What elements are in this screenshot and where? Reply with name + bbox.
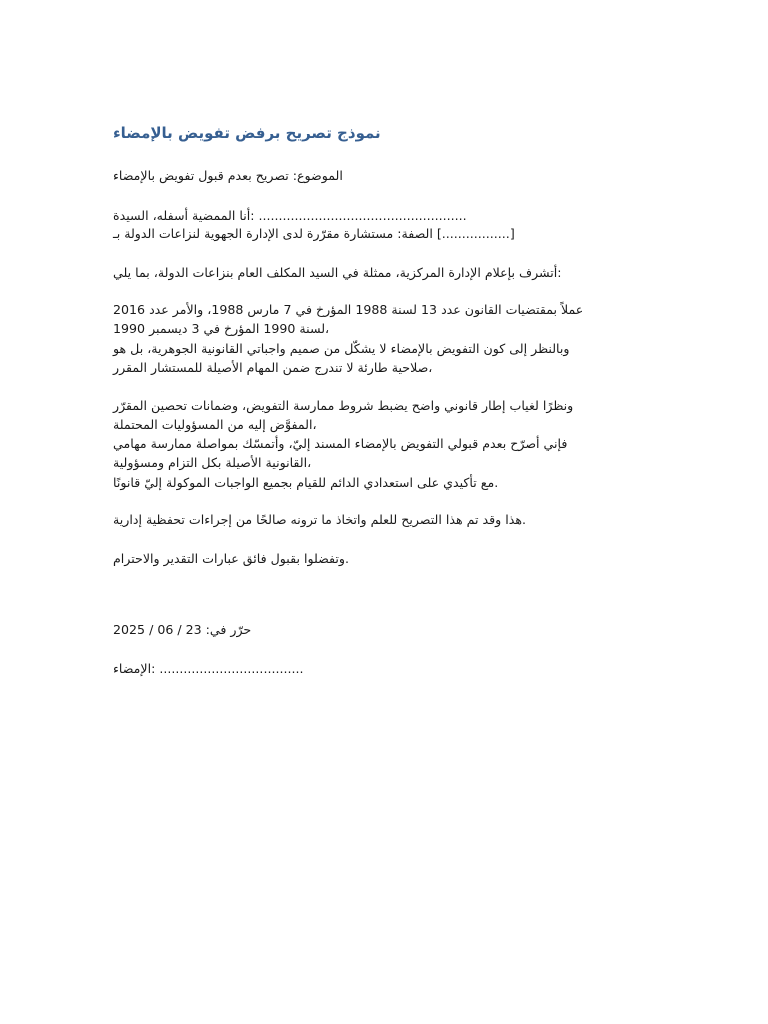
para1-line2: لسنة 1990 المؤرخ في 3 ديسمبر 1990، <box>113 321 330 336</box>
para1-line4: صلاحية طارئة لا تندرج ضمن المهام الأصيلة للمستشار المقرر، <box>113 360 433 375</box>
date-line: حرّر في: 23 / 06 / 2025 <box>113 622 252 637</box>
closing-line-1: هذا وقد تم هذا التصريح للعلم واتخاذ ما ترونه صالحًا من إجراءات تحفظية إدارية. <box>113 512 526 527</box>
para2-line3: فإني أصرّح بعدم قبولي التفويض بالإمضاء المسند إليّ، وأتمسّك بمواصلة ممارسة مهامي <box>113 436 568 451</box>
para1-line1: عملاً بمقتضيات القانون عدد 13 لسنة 1988 المؤرخ في 7 مارس 1988، والأمر عدد 2016 <box>113 302 584 317</box>
signature-line: الإمضاء: .................................... <box>113 661 304 676</box>
closing-line-2: وتفضلوا بقبول فائق عبارات التقدير والاحترام. <box>113 551 350 566</box>
para1-line3: وبالنظر إلى كون التفويض بالإمضاء لا يشكّل من صميم واجباتي القانونية الجوهرية، بل هو <box>113 341 570 356</box>
signatory-line: أنا الممضية أسفله، السيدة: .................................................... <box>113 208 467 223</box>
para2-line1: ونظرًا لغياب إطار قانوني واضح يضبط شروط ممارسة التفويض، وضمانات تحصين المقرّر <box>113 398 574 413</box>
document-title: نموذج تصريح برفض تفويض بالإمضاء <box>113 124 381 142</box>
para2-line5: مع تأكيدي على استعدادي الدائم للقيام بجميع الواجبات الموكولة إليّ قانونًا. <box>113 475 499 490</box>
para2-line2: المفوَّض إليه من المسؤوليات المحتملة، <box>113 417 317 432</box>
capacity-line: الصفة: مستشارة مقرّرة لدى الإدارة الجهوية لنزاعات الدولة بـ [.................] <box>113 226 515 241</box>
subject-line: الموضوع: تصريح بعدم قبول تفويض بالإمضاء <box>113 168 343 183</box>
intro-paragraph: أتشرف بإعلام الإدارة المركزية، ممثلة في السيد المكلف العام بنزاعات الدولة، بما يلي: <box>113 265 562 280</box>
para2-line4: القانونية الأصيلة بكل التزام ومسؤولية، <box>113 455 312 470</box>
document-page <box>113 0 653 1024</box>
